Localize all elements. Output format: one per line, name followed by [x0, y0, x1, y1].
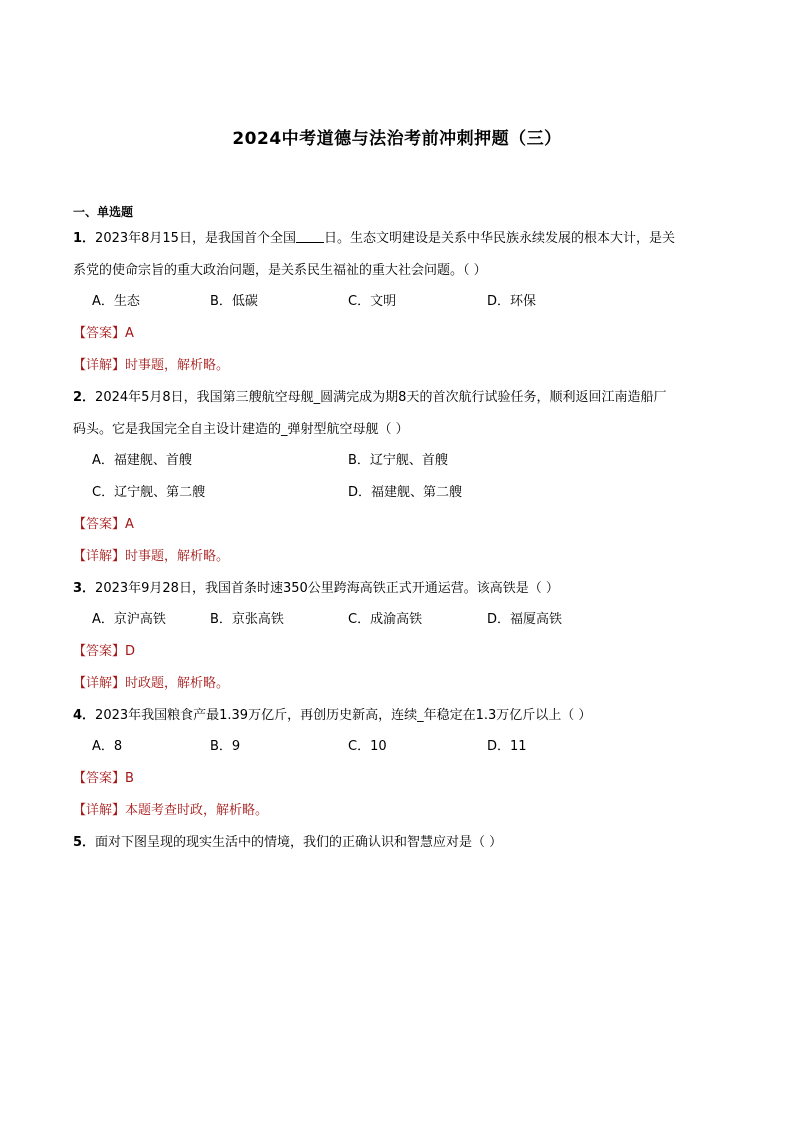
option-c: C．成渝高铁 — [348, 612, 423, 627]
answer-label: 【答案】 — [73, 644, 126, 659]
detail-text: 时事题，解析略。 — [125, 358, 230, 373]
fill-blank — [296, 230, 324, 243]
question-number: 3． — [73, 581, 96, 596]
question-2-line-2: 码头。它是我国完全自主设计建造的_弹射型航空母舰（ ） — [73, 422, 409, 437]
detail-line — [73, 357, 733, 375]
detail-label: 【详解】 — [73, 549, 126, 564]
page-title: 2024中考道德与法治考前冲刺押题（三） — [232, 129, 562, 149]
option-d: D．环保 — [487, 294, 537, 309]
section-heading: 一、单选题 — [73, 205, 134, 219]
detail-line — [73, 802, 733, 820]
answer-label: 【答案】 — [73, 326, 126, 341]
question-text: 日。生态文明建设是关系中华民族永续发展的根本大计，是关 — [323, 231, 675, 246]
answer-label: 【答案】 — [73, 771, 126, 786]
option-a: A．生态 — [92, 294, 140, 309]
option-b: B．低碳 — [210, 294, 258, 309]
option-b: B．辽宁舰、首艘 — [348, 453, 448, 468]
option-c: C．10 — [348, 739, 387, 754]
question-text: 2023年8月15日，是我国首个全国 — [95, 231, 296, 246]
option-a: A．京沪高铁 — [92, 612, 166, 627]
question-number: 4． — [73, 708, 96, 723]
answer-value: B — [125, 771, 134, 786]
question-1-line-1 — [73, 230, 733, 248]
detail-text: 时事题，解析略。 — [125, 549, 230, 564]
question-number: 2． — [73, 390, 96, 405]
question-text: 2023年9月28日，我国首条时速350公里跨海高铁正式开通运营。该高铁是（ ） — [95, 581, 559, 596]
detail-label: 【详解】 — [73, 358, 126, 373]
option-c: C．辽宁舰、第二艘 — [92, 485, 206, 500]
question-number: 5． — [73, 835, 96, 850]
answer-value: A — [125, 517, 134, 532]
answer-value: A — [125, 326, 134, 341]
answer-label: 【答案】 — [73, 517, 126, 532]
answer-line — [73, 770, 733, 788]
option-b: B．京张高铁 — [210, 612, 284, 627]
detail-text: 本题考查时政，解析略。 — [125, 803, 269, 818]
question-number: 1． — [73, 231, 96, 246]
detail-line — [73, 675, 733, 693]
question-5-line-1 — [73, 834, 733, 852]
detail-label: 【详解】 — [73, 676, 126, 691]
answer-value: D — [125, 644, 136, 659]
question-1-line-2: 系党的使命宗旨的重大政治问题，是关系民生福祉的重大社会问题。（ ） — [73, 263, 487, 278]
option-b: B．9 — [210, 739, 241, 754]
question-2-line-1 — [73, 389, 733, 407]
option-c: C．文明 — [348, 294, 397, 309]
detail-line — [73, 548, 733, 566]
question-text: 2023年我国粮食产最1.39万亿斤，再创历史新高，连续_年稳定在1.3万亿斤以上（ ） — [95, 708, 592, 723]
option-d: D．福建舰、第二艘 — [348, 485, 463, 500]
answer-line — [73, 516, 733, 534]
question-4-line-1 — [73, 707, 733, 725]
answer-line — [73, 325, 733, 343]
option-a: A．8 — [92, 739, 123, 754]
option-d: D．福厦高铁 — [487, 612, 563, 627]
question-3-line-1 — [73, 580, 733, 598]
answer-line — [73, 643, 733, 661]
option-d: D．11 — [487, 739, 527, 754]
question-text: 2024年5月8日，我国第三艘航空母舰_圆满完成为期8天的首次航行试验任务，顺利返回江南造船厂 — [95, 390, 667, 405]
detail-label: 【详解】 — [73, 803, 126, 818]
detail-text: 时政题，解析略。 — [125, 676, 230, 691]
question-text: 面对下图呈现的现实生活中的情境，我们的正确认识和智慧应对是（ ） — [95, 835, 503, 850]
option-a: A．福建舰、首艘 — [92, 453, 192, 468]
